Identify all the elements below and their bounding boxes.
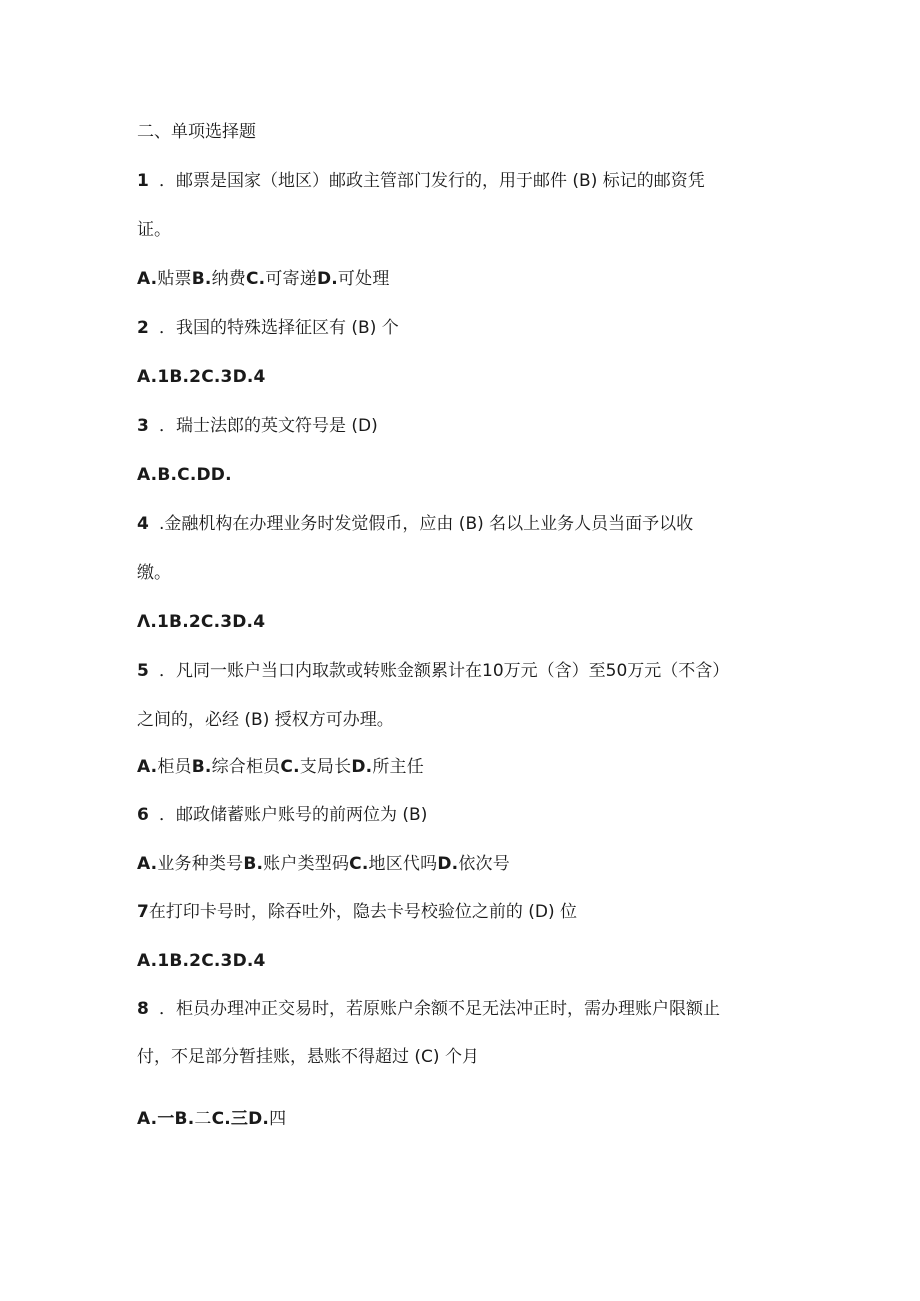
option-text: 一 [157,1109,175,1129]
question-text: ．邮政储蓄账户账号的前两位为 (B) [159,805,428,825]
question-number: 2 [137,318,149,338]
question-text-continued: 证。 [137,220,171,240]
question-number: 7 [137,902,149,922]
option-text: 支局长 [299,757,352,777]
options-7: A.1B.2C.3D.4 [137,951,266,971]
question-text-continued: 付，不足部分暂挂账，悬账不得超过 (C) 个月 [137,1047,479,1067]
option-letter: D. [437,854,459,874]
option-letter: C. [349,854,369,874]
option-text: 地区代吗 [368,854,438,874]
options-3: A.B.C.DD. [137,465,232,485]
question-number: 8 [137,999,149,1019]
options-4: Λ.1B.2C.3D.4 [137,612,266,632]
question-text-continued: 之间的，必经 (B) 授权方可办理。 [137,710,394,730]
option-text: 柜员 [157,757,192,777]
question-number: 4 [137,514,149,534]
question-text: ．柜员办理冲正交易时，若原账户余额不足无法冲正时，需办理账户限额止 [159,999,720,1019]
question-6 [137,804,880,826]
option-letter: A. [137,269,158,289]
options-2: A.1B.2C.3D.4 [137,367,266,387]
option-letter: B. [174,1109,195,1129]
question-5 [137,660,880,682]
option-letter: C. [280,757,300,777]
option-text: 所主任 [372,757,424,777]
option-letter: B. [191,269,212,289]
options-8 [137,1108,880,1130]
option-text: 依次号 [458,854,510,874]
option-text: 纳费 [211,269,246,289]
option-letter: A. [137,757,158,777]
option-letter: D. [248,1109,270,1129]
option-letter: D. [316,269,338,289]
options-5 [137,756,880,778]
option-text: 二 [194,1109,212,1129]
option-text: 综合柜员 [211,757,281,777]
question-text: ．瑞士法郎的英文符号是 (D) [159,416,378,436]
option-text: 贴票 [157,269,192,289]
section-title: 二、单项选择题 [137,122,256,142]
option-text: 可寄递 [265,269,317,289]
option-text: 账户类型码 [263,854,350,874]
question-number: 6 [137,805,149,825]
question-7 [137,901,880,923]
option-letter: A. [137,854,158,874]
question-text: 在打印卡号时，除吞吐外，隐去卡号校验位之前的 (D) 位 [148,902,578,922]
option-text: 业务种类号 [157,854,244,874]
question-number: 5 [137,661,149,681]
question-text: ．我国的特殊选择征区有 (B) 个 [159,318,399,338]
question-4 [137,513,880,535]
option-letter: D. [351,757,373,777]
option-letter: A. [137,1109,158,1129]
question-text-continued: 缴。 [137,563,171,583]
question-1 [137,170,880,192]
question-8 [137,998,880,1020]
question-3 [137,415,880,437]
option-text: 三 [230,1109,249,1129]
question-2 [137,317,880,339]
question-text: .金融机构在办理业务时发觉假币，应由 (B) 名以上业务人员当面予以收 [159,514,694,534]
option-letter: B. [243,854,264,874]
question-text: ．凡同一账户当口内取款或转账金额累计在10万元（含）至50万元（不含） [159,661,730,681]
question-number: 3 [137,416,149,436]
question-text: ．邮票是国家（地区）邮政主管部门发行的，用于邮件 (B) 标记的邮资凭 [159,171,705,191]
options-1 [137,268,880,290]
option-text: 可处理 [337,269,390,289]
option-letter: C. [211,1109,231,1129]
option-letter: C. [245,269,266,289]
option-text: 四 [269,1109,287,1129]
option-letter: B. [191,757,212,777]
options-6 [137,853,880,875]
question-number: 1 [137,171,149,191]
